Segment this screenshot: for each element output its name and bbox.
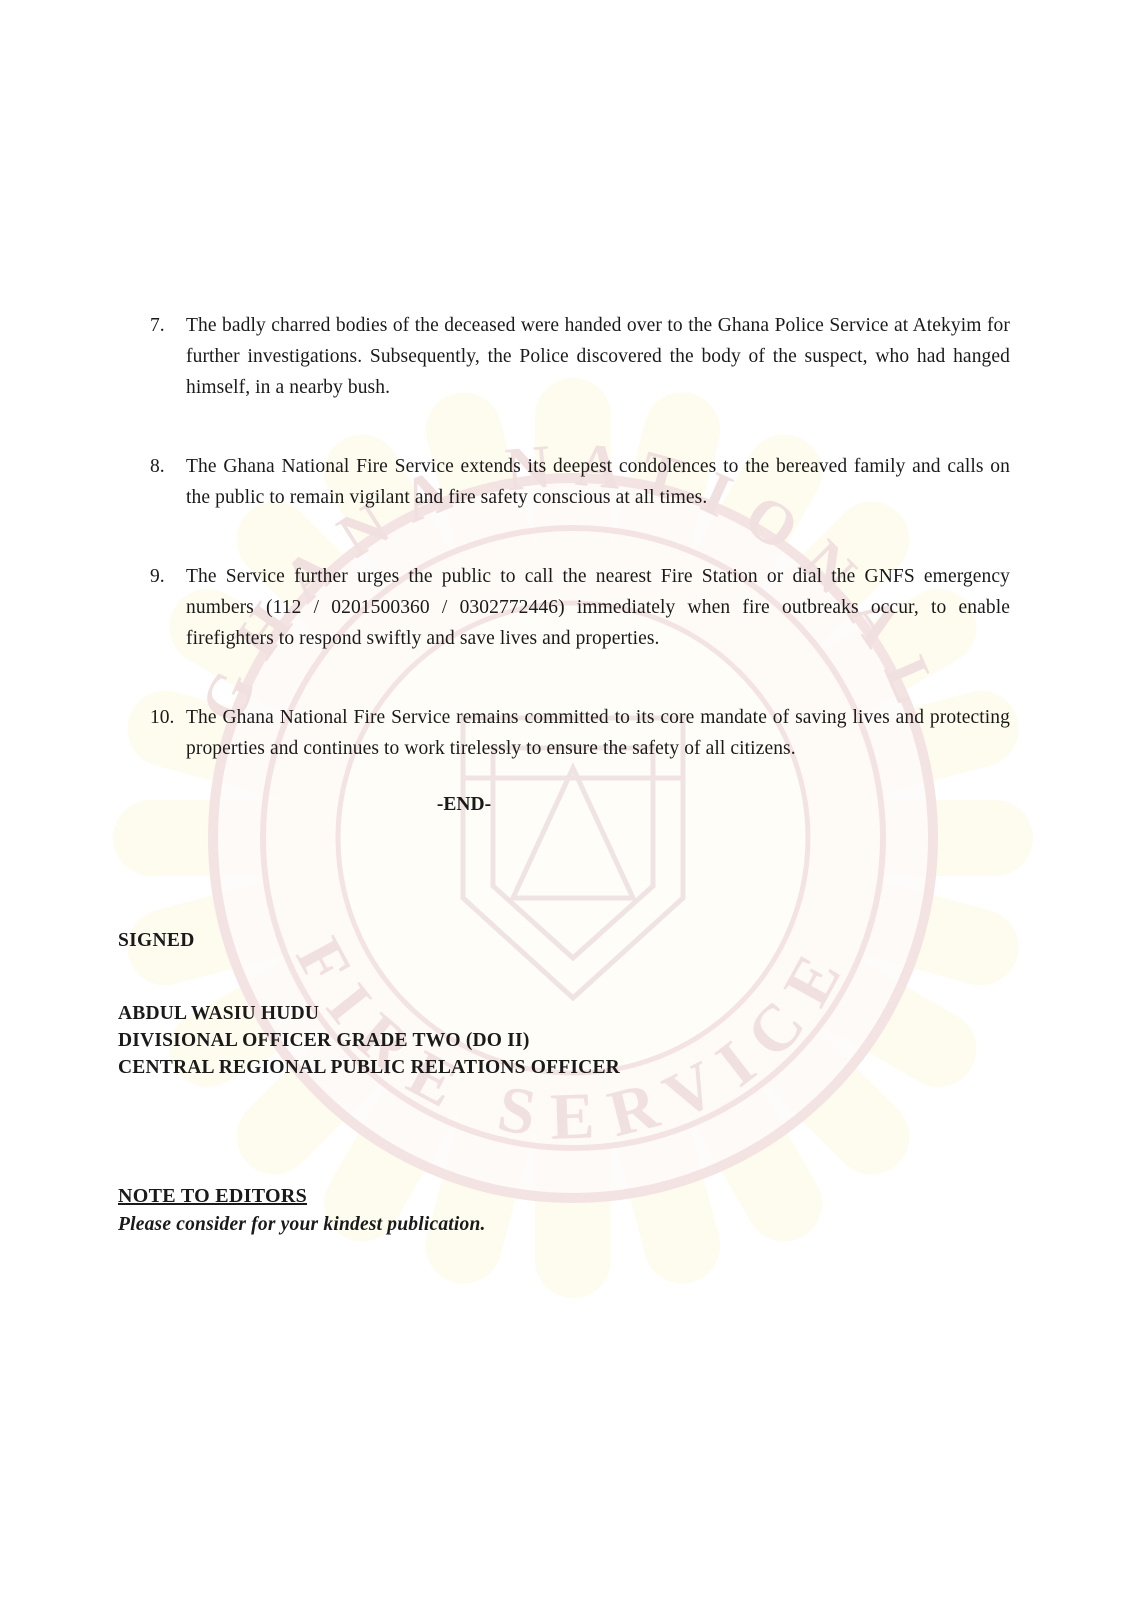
signer-name: ABDUL WASIU HUDU [118, 1003, 320, 1024]
clause-item [118, 451, 1010, 513]
note-text: Please consider for your kindest publication. [118, 1214, 486, 1235]
clause-number: 9. [150, 566, 165, 587]
signed-label: SIGNED [118, 930, 195, 951]
signer-rank: DIVISIONAL OFFICER GRADE TWO (DO II) [118, 1030, 530, 1051]
press-release-body [118, 310, 1010, 816]
note-title: NOTE TO EDITORS [118, 1185, 308, 1207]
clause-item [118, 702, 1010, 764]
clause-text: The badly charred bodies of the deceased were handed over to the Ghana Police Service at Atekyim for further investigations. Subsequently, the Police discovered the body of the suspect, who had hanged himself, in a nearby bush. [186, 315, 1010, 398]
clause-number: 8. [150, 456, 165, 477]
crest-inner-text: FIRE SERVICE [281, 926, 865, 1154]
clause-text: The Service further urges the public to call the nearest Fire Station or dial the GNFS emergency numbers (112 / 0201500360 / 0302772446) immediately when fire outbreaks occur, to enable firefighters to respond swiftly and save lives and properties. [186, 566, 1010, 649]
clause-item [118, 561, 1010, 654]
clause-number: 7. [150, 315, 165, 336]
note-to-editors [118, 1185, 918, 1236]
clause-item [118, 310, 1010, 403]
end-marker: -END- [436, 794, 492, 815]
clause-text: The Ghana National Fire Service extends its deepest condolences to the bereaved family and calls on the public to remain vigilant and fire safety conscious at all times. [186, 456, 1010, 508]
clause-text: The Ghana National Fire Service remains committed to its core mandate of saving lives and protecting properties and continues to work tirelessly to ensure the safety of all citizens. [186, 707, 1010, 759]
signer-position: CENTRAL REGIONAL PUBLIC RELATIONS OFFICER [118, 1057, 620, 1078]
clause-number: 10. [150, 707, 175, 728]
crest-outer-text: GHANA NATIONAL [187, 430, 959, 733]
signature-block [118, 930, 918, 1081]
